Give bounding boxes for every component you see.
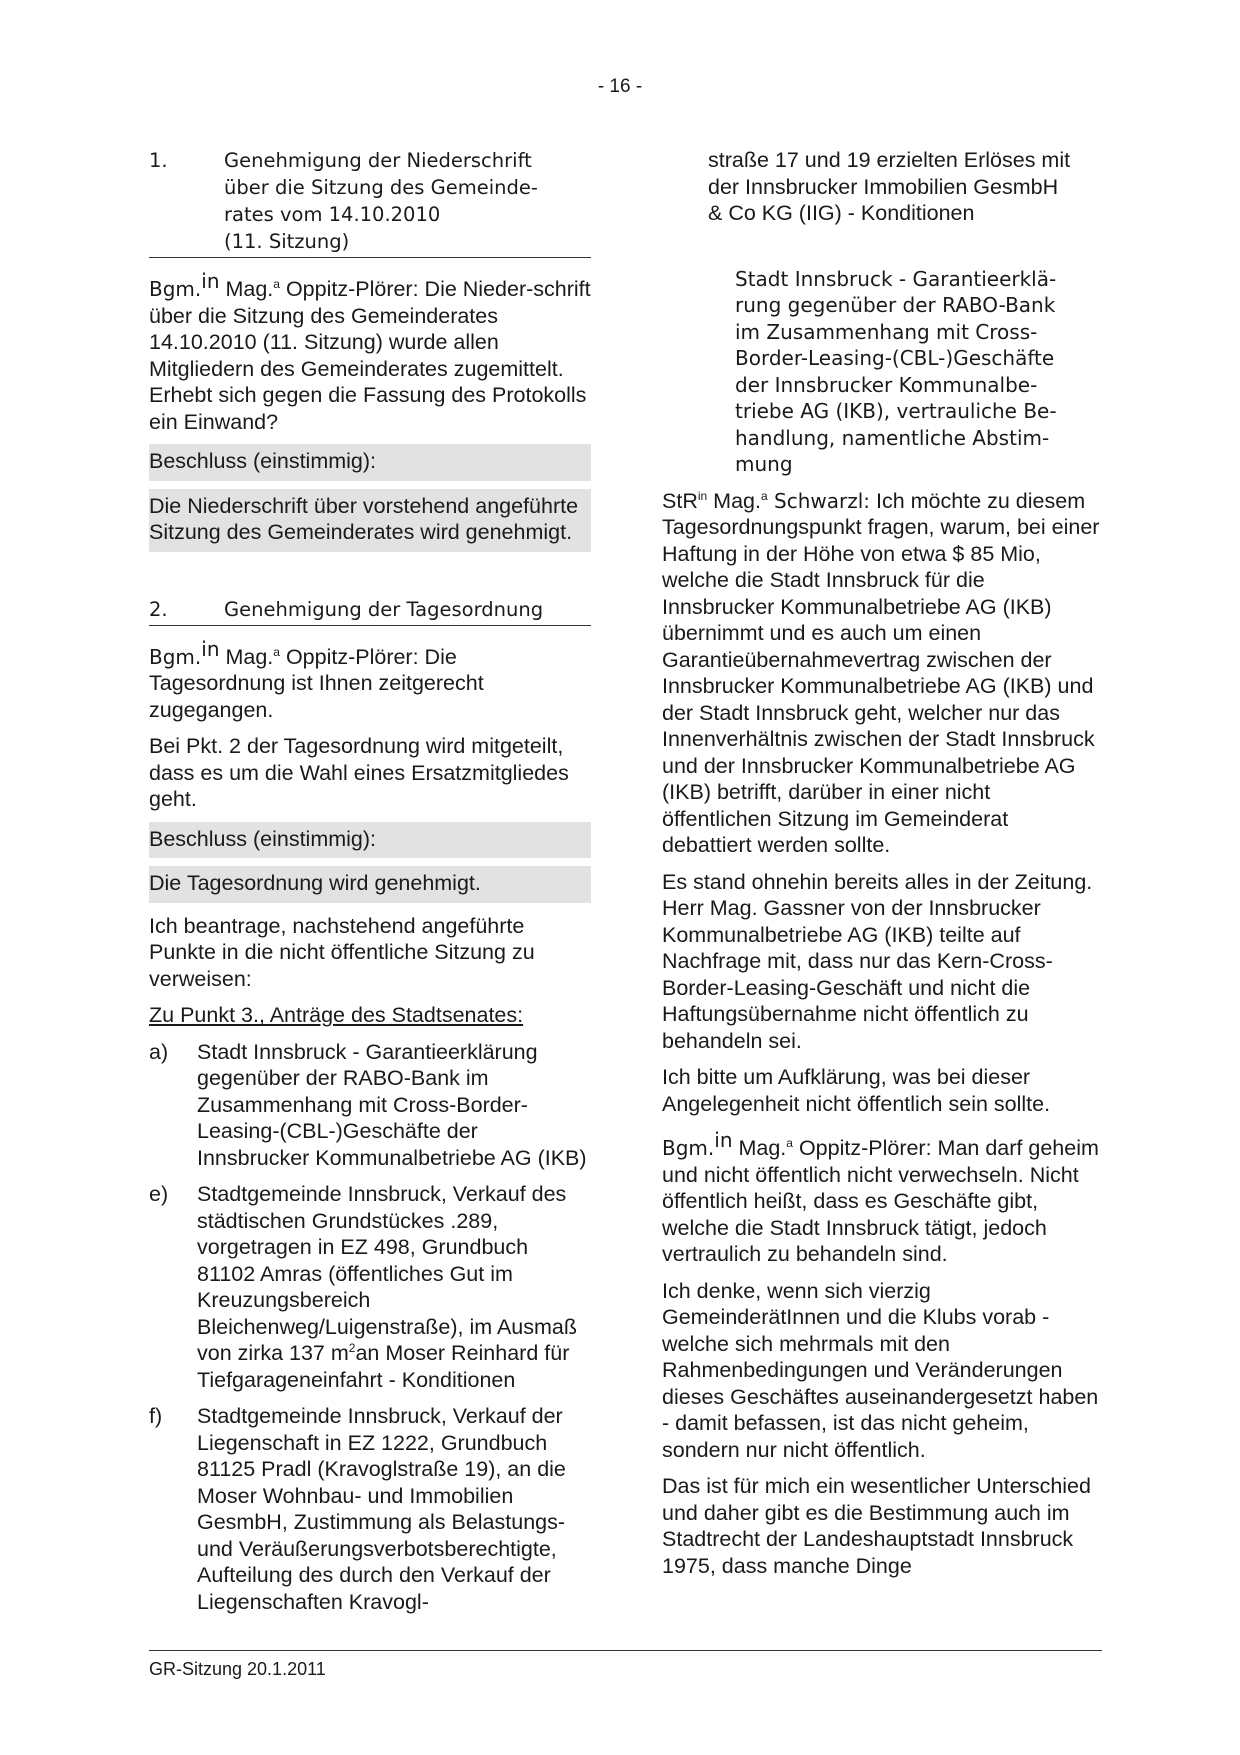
agenda-item-number: 2. (149, 597, 168, 621)
agenda-item-number: 1. (149, 149, 168, 172)
speaker-paragraph: StR$^{in}$ Mag.$^a$ Schwarzl: Ich möchte zu diesem Tagesordnungspunkt fragen, warum, bei einer Haftung in der Höhe von etwa $ 85 Mio, welche die Stadt Innsbruck für die Innsbrucker Kommunalbetriebe AG (IKB) übernimmt und es auch um einen Garantieübernahmevertrag zwischen der Innsbrucker Kommunalbetriebe AG (IKB) und der Stadt Innsbruck geht, welcher nur das Innenverhältnis zwischen der Stadt Innsbruck und der Innsbrucker Kommunalbetriebe AG (IKB) betrifft, darüber in einer nicht öffentlichen Sitzung im Gemeinderat debattiert werden sollte. (662, 488, 1100, 857)
paragraph: Das ist für mich ein wesentlicher Unterschied und daher gibt es die Bestimmung auch im Stadtrecht der Landeshauptstadt Innsbruck 1975, dass manche Dinge (662, 1474, 1091, 1578)
speaker-paragraph: Bgm.$^{in}$ Mag.$^a$ Oppitz-Plörer: Die Tagesordnung ist Ihnen zeitgerecht zugegangen. (149, 636, 484, 722)
list-item (149, 1181, 591, 1393)
underlined-subheading: Zu Punkt 3., Anträge des Stadtsenates: (149, 1003, 524, 1028)
agenda-item-2-heading (149, 596, 591, 626)
list-item-label: a) (149, 1039, 169, 1064)
paragraph: Ich beantrage, nachstehend angeführte Punkte in die nicht öffentliche Sitzung zu verweisen: (149, 913, 535, 991)
resolution-text: Die Niederschrift über vorstehend angeführte Sitzung des Gemeinderates wird genehmigt. (149, 481, 591, 552)
list-item-label: e) (149, 1182, 169, 1207)
paragraph: Ich bitte um Aufklärung, was bei dieser Angelegenheit nicht öffentlich sein sollte. (662, 1065, 1051, 1116)
paragraph: Ich denke, wenn sich vierzig GemeinderätInnen und die Klubs vorab - welche sich mehrmals mit den Rahmenbedingungen und Veränderungen dieses Geschäftes auseinandergesetzt haben - damit befassen, ist das nicht geheim, sondern nur nicht öffentlich. (662, 1278, 1099, 1462)
paragraph: Es stand ohnehin bereits alles in der Zeitung. Herr Mag. Gassner von der Innsbrucker Kommunalbetriebe AG (IKB) teilte auf Nachfrage mit, dass nur das Kern-Cross-Border-Leasing-Geschäft und nicht die Haftungsübernahme nicht öffentlich zu behandeln sei. (662, 869, 1093, 1053)
resolution-label: Beschluss (einstimmig): (149, 444, 591, 481)
agenda-subject: Stadt Innsbruck - Garantieerklä- rung gegenüber der RABO-Bank im Zusammenhang mit Cross- Border-Leasing-(CBL-)Geschäfte der Innsbrucker Kommunalbe- triebe AG (IKB), vertrauliche Be- handlung, namentliche Abstim- mung (735, 266, 1057, 476)
list-item-text: Stadtgemeinde Innsbruck, Verkauf der Liegenschaft in EZ 1222, Grundbuch 81125 Pradl (Kravoglstraße 19), an die Moser Wohnbau- und Immobilien GesmbH, Zustimmung als Belastungs- und Veräußerungsverbotsberechtigte, Aufteilung des durch den Verkauf der Liegenschaften Kravogl- (197, 1404, 566, 1614)
speaker-paragraph: Bgm.$^{in}$ Mag.$^a$ Oppitz-Plörer: Man darf geheim und nicht öffentlich nicht verwechseln. Nicht öffentlich heißt, dass es Geschäfte gibt, welche die Stadt Innsbruck tätigt, jedoch vertraulich zu behandeln sind. (662, 1128, 1099, 1267)
left-column (149, 147, 591, 1615)
paragraph: Bei Pkt. 2 der Tagesordnung wird mitgeteilt, dass es um die Wahl eines Ersatzmitgliedes geht. (149, 734, 569, 812)
resolution-label: Beschluss (einstimmig): (149, 822, 591, 859)
list-item-text: Stadtgemeinde Innsbruck, Verkauf des städtischen Grundstückes .289, vorgetragen in EZ 498, Grundbuch 81102 Amras (öffentliches Gut im Kreuzungsbereich Bleichenweg/Luigenstraße), im Ausmaß von zirka 137 $m^2an$ Moser Reinhard für Tiefgarageneinfahrt - Konditionen (197, 1182, 578, 1392)
list-item-continuation: straße 17 und 19 erzielten Erlöses mit der Innsbrucker Immobilien GesmbH & Co KG (IIG) - Konditionen (708, 148, 1071, 225)
resolution-text: Die Tagesordnung wird genehmigt. (149, 858, 591, 903)
list-item (149, 1039, 591, 1172)
list-item-label: f) (149, 1404, 163, 1429)
list-item-text: Stadt Innsbruck - Garantieerklärung gegenüber der RABO-Bank im Zusammenhang mit Cross-Border-Leasing-(CBL-)Geschäfte der Innsbrucker Kommunalbetriebe AG (IKB) (197, 1039, 587, 1170)
footer-text: GR-Sitzung 20.1.2011 (149, 1659, 326, 1679)
agenda-item-title: Genehmigung der Tagesordnung (224, 597, 544, 621)
footer-divider (149, 1650, 1102, 1651)
page-number: - 16 - (597, 76, 643, 97)
agenda-item-1-heading (149, 147, 591, 258)
agenda-item-title: Genehmigung der Niederschrift über die Sitzung des Gemeinde- rates vom 14.10.2010 (11. Sitzung) (224, 149, 538, 253)
list-item (149, 1403, 591, 1615)
right-column (662, 147, 1102, 1579)
speaker-paragraph: Bgm.$^{in}$ Mag.$^a$ Oppitz-Plörer: Die Nieder-schrift über die Sitzung des Gemeinderates 14.10.2010 (11. Sitzung) wurde allen Mitgliedern des Gemeinderates zugemittelt. Erhebt sich gegen die Fassung des Protokolls ein Einwand? (149, 269, 591, 434)
